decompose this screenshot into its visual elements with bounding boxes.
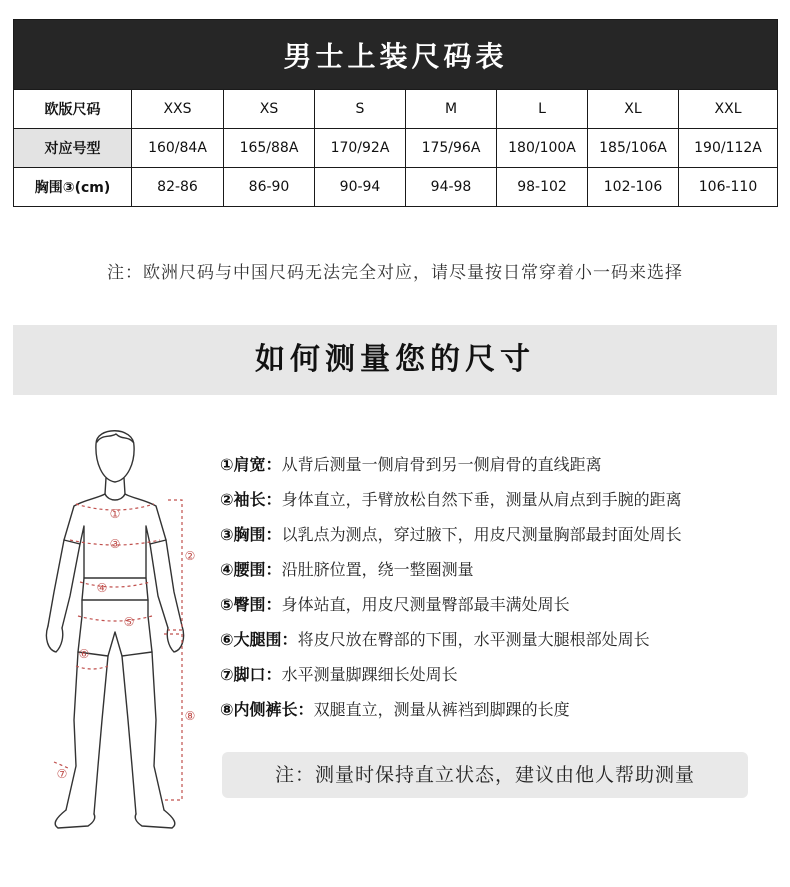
measure-label: ⑥大腿围：: [220, 630, 298, 649]
table-cell: 86-90: [224, 168, 315, 207]
measure-section-title: 如何测量您的尺寸: [13, 325, 777, 395]
table-cell: 102-106: [588, 168, 679, 207]
measure-text: 身体站直，用皮尺测量臀部最丰满处周长: [281, 595, 570, 614]
marker-4: ④: [96, 581, 108, 595]
row-header: 对应号型: [14, 129, 132, 168]
marker-8: ⑧: [184, 709, 196, 723]
measure-text: 将皮尺放在臀部的下围，水平测量大腿根部处周长: [297, 630, 650, 649]
measure-text: 沿肚脐位置，绕一整圈测量: [281, 560, 474, 579]
marker-5: ⑤: [123, 615, 135, 629]
row-header: 胸围③(cm): [14, 168, 132, 207]
table-cell: XXL: [679, 90, 778, 129]
size-note: 注：欧洲尺码与中国尺码无法完全对应，请尽量按日常穿着小一码来选择: [107, 263, 683, 283]
measure-text: 以乳点为测点，穿过腋下，用皮尺测量胸部最封面处周长: [281, 525, 682, 544]
table-cell: XXS: [132, 90, 224, 129]
table-cell: 160/84A: [132, 129, 224, 168]
marker-3: ③: [109, 537, 121, 551]
table-row: [14, 90, 778, 129]
measure-tip: 注：测量时保持直立状态，建议由他人帮助测量: [222, 752, 748, 798]
marker-7: ⑦: [56, 767, 68, 781]
measure-label: ③胸围：: [220, 525, 282, 544]
table-cell: 82-86: [132, 168, 224, 207]
table-cell: 106-110: [679, 168, 778, 207]
table-cell: 90-94: [315, 168, 406, 207]
table-cell: 175/96A: [406, 129, 497, 168]
measure-text: 双腿直立，测量从裤裆到脚踝的长度: [313, 700, 570, 719]
table-cell: 94-98: [406, 168, 497, 207]
list-item: [220, 695, 682, 730]
measure-label: ⑦脚口：: [220, 665, 282, 684]
table-cell: S: [315, 90, 406, 129]
list-item: [220, 660, 682, 695]
measure-label: ⑤臀围：: [220, 595, 282, 614]
list-item: [220, 590, 682, 625]
table-row: [14, 129, 778, 168]
list-item: [220, 520, 682, 555]
list-item: [220, 485, 682, 520]
table-cell: M: [406, 90, 497, 129]
table-row: [14, 168, 778, 207]
measure-label: ④腰围：: [220, 560, 282, 579]
measure-label: ②袖长：: [220, 490, 282, 509]
measure-text: 身体直立，手臂放松自然下垂，测量从肩点到手腕的距离: [281, 490, 682, 509]
table-cell: 190/112A: [679, 129, 778, 168]
table-cell: 165/88A: [224, 129, 315, 168]
table-cell: 98-102: [497, 168, 588, 207]
list-item: [220, 450, 682, 485]
size-chart-table: [13, 19, 778, 207]
table-cell: 185/106A: [588, 129, 679, 168]
list-item: [220, 625, 682, 660]
marker-6: ⑥: [78, 647, 90, 661]
marker-2: ②: [184, 549, 196, 563]
table-cell: 170/92A: [315, 129, 406, 168]
body-figure-illustration: [18, 420, 208, 840]
measure-label: ⑧内侧裤长：: [220, 700, 314, 719]
measurement-list: [220, 450, 682, 730]
list-item: [220, 555, 682, 590]
measure-label: ①肩宽：: [220, 455, 282, 474]
marker-1: ①: [109, 507, 121, 521]
table-cell: XS: [224, 90, 315, 129]
measure-text: 从背后测量一侧肩骨到另一侧肩骨的直线距离: [281, 455, 602, 474]
size-chart-title: 男士上装尺码表: [14, 20, 778, 90]
table-cell: XL: [588, 90, 679, 129]
measure-text: 水平测量脚踝细长处周长: [281, 665, 458, 684]
table-cell: L: [497, 90, 588, 129]
table-cell: 180/100A: [497, 129, 588, 168]
row-header: 欧版尺码: [14, 90, 132, 129]
